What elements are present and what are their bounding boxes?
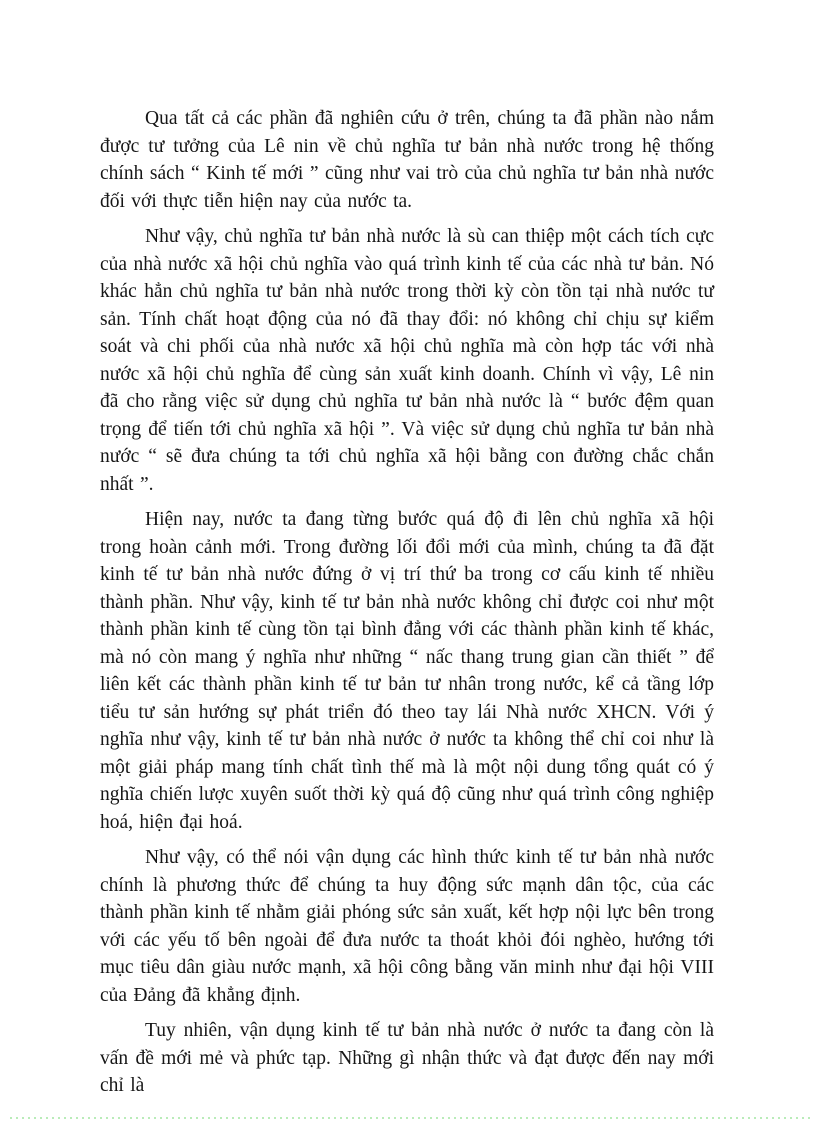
- document-body: [100, 105, 714, 1108]
- paragraph: Như vậy, có thể nói vận dụng các hình thức kinh tế tư bản nhà nước chính là phương thức để chúng ta huy động sức mạnh dân tộc, của các thành phần kinh tế nhằm giải phóng sức sản xuất, kết hợp nội lực bên trong với các yếu tố bên ngoài để đưa nước ta thoát khỏi đói nghèo, hướng tới mục tiêu dân giàu nước mạnh, xã hội công bằng văn minh như đại hội VIII của Đảng đã khẳng định.: [100, 847, 714, 1006]
- paragraph: Hiện nay, nước ta đang từng bước quá độ đi lên chủ nghĩa xã hội trong hoàn cảnh mới. Trong đường lối đổi mới của mình, chúng ta đã đặt kinh tế tư bản nhà nước đứng ở vị trí thứ ba trong cơ cấu kinh tế nhiều thành phần. Như vậy, kinh tế tư bản nhà nước không chỉ được coi như một thành phần kinh tế cùng tồn tại bình đẳng với các thành phần kinh tế khác, mà nó còn mang ý nghĩa như những “ nấc thang trung gian cần thiết ” để liên kết các thành phần kinh tế tư bản tư nhân trong nước, kể cả tầng lớp tiểu tư sản hướng sự phát triển đó theo tay lái Nhà nước XHCN. Với ý nghĩa như vậy, kinh tế tư bản nhà nước ở nước ta không thể chỉ coi như là một giải pháp mang tính chất tình thế mà là một nội dung tổng quát có ý nghĩa chiến lược xuyên suốt thời kỳ quá độ cũng như quá trình công nghiệp hoá, hiện đại hoá.: [100, 509, 714, 833]
- paragraph: Như vậy, chủ nghĩa tư bản nhà nước là sù can thiệp một cách tích cực của nhà nước xã hội chủ nghĩa vào quá trình kinh tế của các nhà tư bản. Nó khác hẳn chủ nghĩa tư bản nhà nước trong thời kỳ còn tồn tại nhà nước tư sản. Tính chất hoạt động của nó đã thay đổi: nó không chỉ chịu sự kiểm soát và chi phối của nhà nước xã hội chủ nghĩa mà còn hợp tác với nhà nước xã hội chủ nghĩa để cùng sản xuất kinh doanh. Chính vì vậy, Lê nin đã cho rằng việc sử dụng chủ nghĩa tư bản nhà nước là “ bước đệm quan trọng để tiến tới chủ nghĩa xã hội ”. Và việc sử dụng chủ nghĩa tư bản nhà nước “ sẽ đưa chúng ta tới chủ nghĩa xã hội bằng con đường chắc chắn nhất ”.: [100, 226, 714, 495]
- page-boundary-dotted-line: [10, 1117, 810, 1119]
- paragraph: Tuy nhiên, vận dụng kinh tế tư bản nhà nước ở nước ta đang còn là vấn đề mới mẻ và phức tạp. Những gì nhận thức và đạt được đến nay mới chỉ là: [100, 1020, 714, 1096]
- paragraph: Qua tất cả các phần đã nghiên cứu ở trên, chúng ta đã phần nào nắm được tư tưởng của Lê nin về chủ nghĩa tư bản nhà nước trong hệ thống chính sách “ Kinh tế mới ” cũng như vai trò của chủ nghĩa tư bản nhà nước đối với thực tiễn hiện nay của nước ta.: [100, 108, 714, 212]
